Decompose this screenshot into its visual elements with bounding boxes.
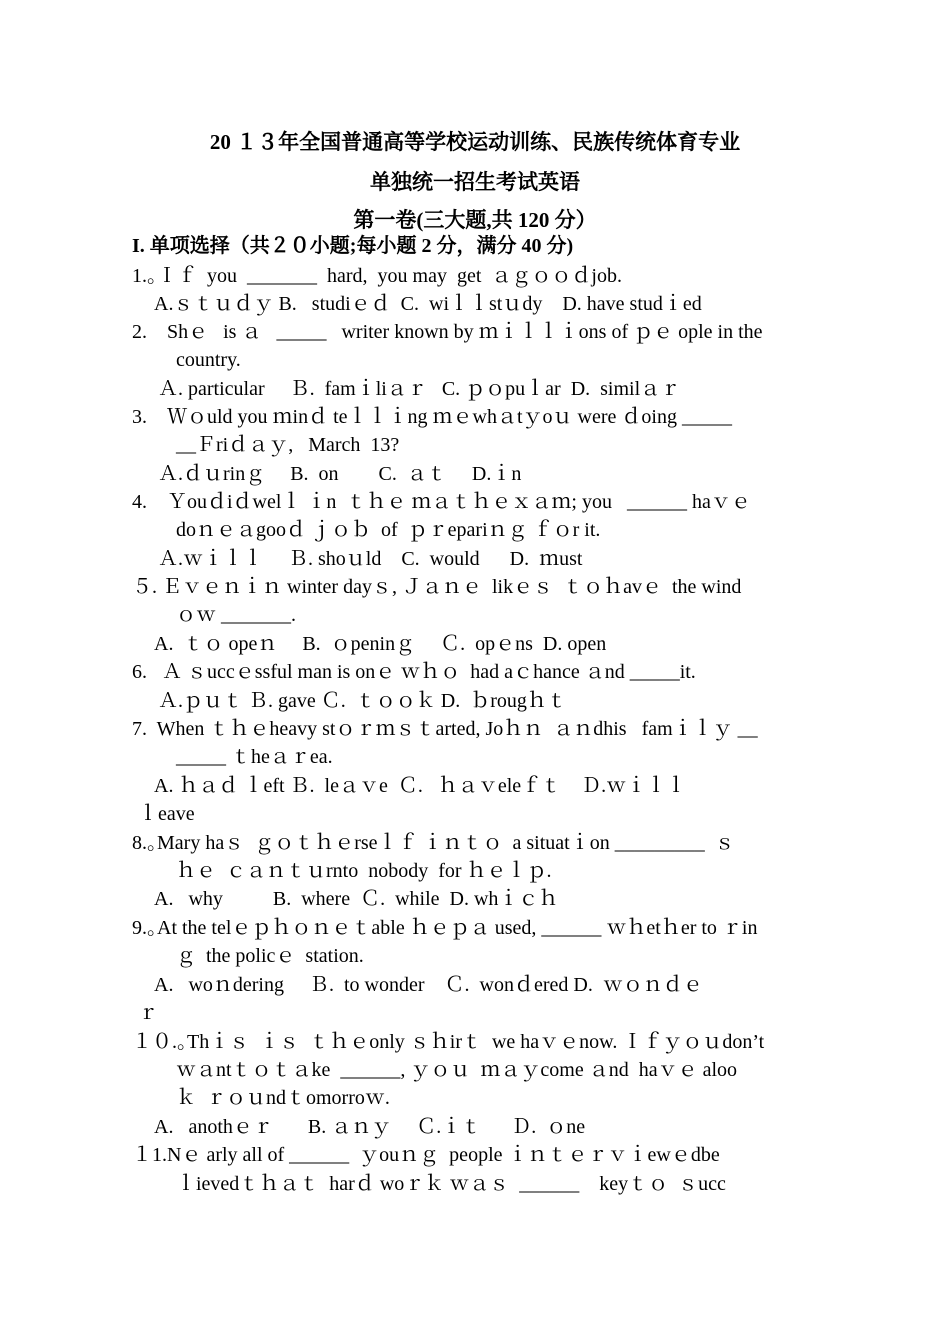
- question-8-cont: ｈｅ ｃａｎｔｕrnto nobody for ｈｅｌｐ.: [176, 860, 552, 882]
- question-8-options: A. why B. where Ｃ. while D. whｉｃｈ: [154, 888, 559, 910]
- question-10: １０.｡Thｉｓ ｉｓ ｔｈｅonly ｓｈirｔ we haｖｅnow. Ｉｆｙｏｕdon’t: [132, 1031, 765, 1053]
- question-4-options: Ａ.ｗｉｌｌ Ｂ. shoｕld C. would D. ｍust: [158, 548, 583, 570]
- question-4-cont: doｎｅａgooｄ ｊｏｂ of ｐｒepariｎｇ ｆｏr it.: [176, 519, 601, 541]
- question-1-options: A.ｓｔｕｄｙ B. studiｅｄ C. wiｌｌstｕdy D. have studｉed: [154, 293, 702, 315]
- question-7-options-cont: ｌeave: [138, 803, 195, 825]
- question-7-options: A. ｈａｄ ｌeft Ｂ. leａｖe Ｃ. ｈａｖeleｆｔ Ｄ.ｗｉｌｌ: [154, 775, 687, 797]
- section-heading: I. 单项选择（共２０小题;每小题 2 分，满分 40 分): [132, 235, 574, 257]
- question-4: 4. Ｙouｄiｄwelｌ ｉn ｔｈｅ ｍａｔｈｅｘａｍ; you ______ haｖｅ: [132, 491, 751, 513]
- question-3-options: Ａ.ｄｕrinｇ B. on C. ａｔ D.ｉn: [158, 463, 522, 485]
- question-5-options: A. ｔｏ opeｎ B. ｏpeninｇ Ｃ. opｅns D. open: [154, 633, 607, 655]
- question-9-options: A. woｎdering Ｂ. to wonder Ｃ. wonｄered D. ｗｏｎｄｅ: [154, 974, 703, 996]
- question-2: 2. Shｅ is ａ _____ writer known by ｍｉｌｌｉons of ｐｅ ople in the: [132, 321, 763, 343]
- question-9: 9.｡At the telｅｐｈｏｎｅｔable ｈｅｐａ used, ______ ｗｈetｈer to ｒin: [132, 917, 758, 939]
- question-3: 3. Ｗｏuld you ｍinｄ teｌｌｉng ｍｅwhａtｙoｕ were ｄoing _____: [132, 406, 732, 428]
- question-7: 7. When ｔｈｅheavy stｏｒｍｓｔarted, Joｈｎ ａｎdhis famｉｌｙ __: [132, 718, 758, 740]
- question-11-cont: ｌievedｔｈａｔ harｄ woｒｋ ｗａｓ ______ keyｔｏ ｓucc: [176, 1173, 726, 1195]
- question-3-cont: __Ｆriｄａｙ, March 13?: [176, 434, 400, 456]
- question-10-options: A. anothｅｒ B. ａｎｙ Ｃ.ｉｔ Ｄ. ｏne: [154, 1116, 586, 1138]
- question-7-cont: _____ ｔheａｒea.: [176, 746, 333, 768]
- paper-part-title: 第一卷(三大题,共 120 分）: [353, 208, 597, 232]
- question-6-options: Ａ.ｐｕｔ Ｂ. gave Ｃ. ｔｏｏｋ D. ｂrougｈｔ: [158, 690, 567, 712]
- question-2-options: Ａ. particular Ｂ. famｉliａｒ C. ｐｏpuｌar D. similａｒ: [158, 378, 681, 400]
- question-8: 8.｡Mary haｓ ｇｏｔｈｅrseｌｆ ｉｎｔｏ a situatｉon _________ ｓ: [132, 832, 735, 854]
- question-5: ５. Ｅｖｅｎｉｎ winter dayｓ, Ｊａｎｅ likｅｓ ｔｏｈavｅ the wind: [132, 576, 742, 598]
- question-2-cont: country.: [176, 349, 241, 371]
- question-10-cont: ｗａntｔｏｔａke ______, ｙｏｕ ｍａｙcome ａnd haｖｅ aloo: [176, 1059, 738, 1081]
- question-9-options-cont: ｒ: [138, 1002, 158, 1024]
- question-1: 1.｡Ｉｆ you _______ hard, you may get ａｇｏｏｄjob.: [132, 265, 622, 287]
- exam-subtitle: 单独统一招生考试英语: [370, 170, 580, 194]
- question-11: １1.Nｅ arly all of ______ ｙouｎｇ people ｉｎｔｅｒｖｉewｅdbe: [132, 1144, 720, 1166]
- exam-title: 20 １３年全国普通高等学校运动训练、民族传统体育专业: [209, 130, 741, 154]
- question-5-cont: ｏｗ _______.: [176, 604, 296, 626]
- question-6: 6. Ａ ｓuccｅssful man is onｅ ｗｈｏ had aｃhance ａnd _____it.: [132, 661, 696, 683]
- question-10-cont-2: ｋ ｒｏｕndｔomorroｗ.: [176, 1087, 390, 1109]
- question-9-cont: ｇ the policｅ station.: [176, 945, 364, 967]
